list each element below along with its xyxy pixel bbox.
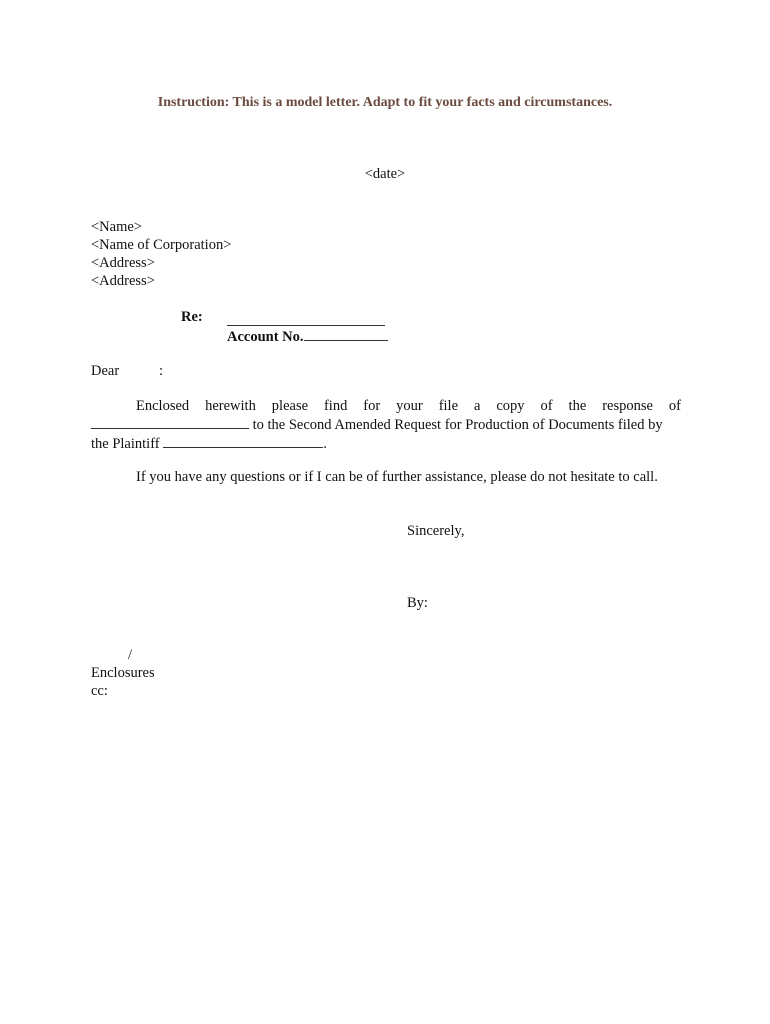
salutation-dear: Dear: [91, 363, 120, 379]
plaintiff-blank-line: [163, 434, 323, 448]
letter-date: <date>: [364, 166, 406, 182]
para1-period: .: [323, 436, 327, 452]
enclosures-label: Enclosures: [91, 665, 155, 681]
initials-slash: /: [128, 647, 133, 663]
re-blank-line: [227, 311, 385, 326]
recipient-address-line-1: <Address>: [91, 255, 155, 271]
respondent-blank-line: [91, 415, 249, 429]
closing-sincerely: Sincerely,: [407, 523, 465, 539]
recipient-name: <Name>: [91, 219, 142, 235]
para1-line-2: [91, 415, 681, 434]
account-number-row: [227, 326, 388, 346]
re-label: Re:: [181, 309, 203, 325]
salutation-colon: :: [159, 363, 164, 379]
account-blank-line: [304, 326, 388, 341]
para1-line-2-text: to the Second Amended Request for Production of Documents filed by: [252, 417, 663, 433]
body-paragraph-1: [91, 397, 681, 453]
cc-label: cc:: [91, 683, 108, 699]
recipient-address-line-2: <Address>: [91, 273, 155, 289]
para1-line-1: Enclosed herewith please find for your file a copy of the response of: [136, 398, 681, 414]
para1-line-3: [91, 434, 681, 453]
plaintiff-label: the Plaintiff: [91, 436, 160, 452]
account-label: Account No.: [227, 329, 304, 345]
instruction-note: Instruction: This is a model letter. Adapt to fit your facts and circumstances.: [157, 95, 613, 110]
signature-by: By:: [407, 595, 428, 611]
recipient-corporation: <Name of Corporation>: [91, 237, 232, 253]
body-paragraph-2: If you have any questions or if I can be of further assistance, please do not hesitate to call.: [136, 469, 658, 485]
